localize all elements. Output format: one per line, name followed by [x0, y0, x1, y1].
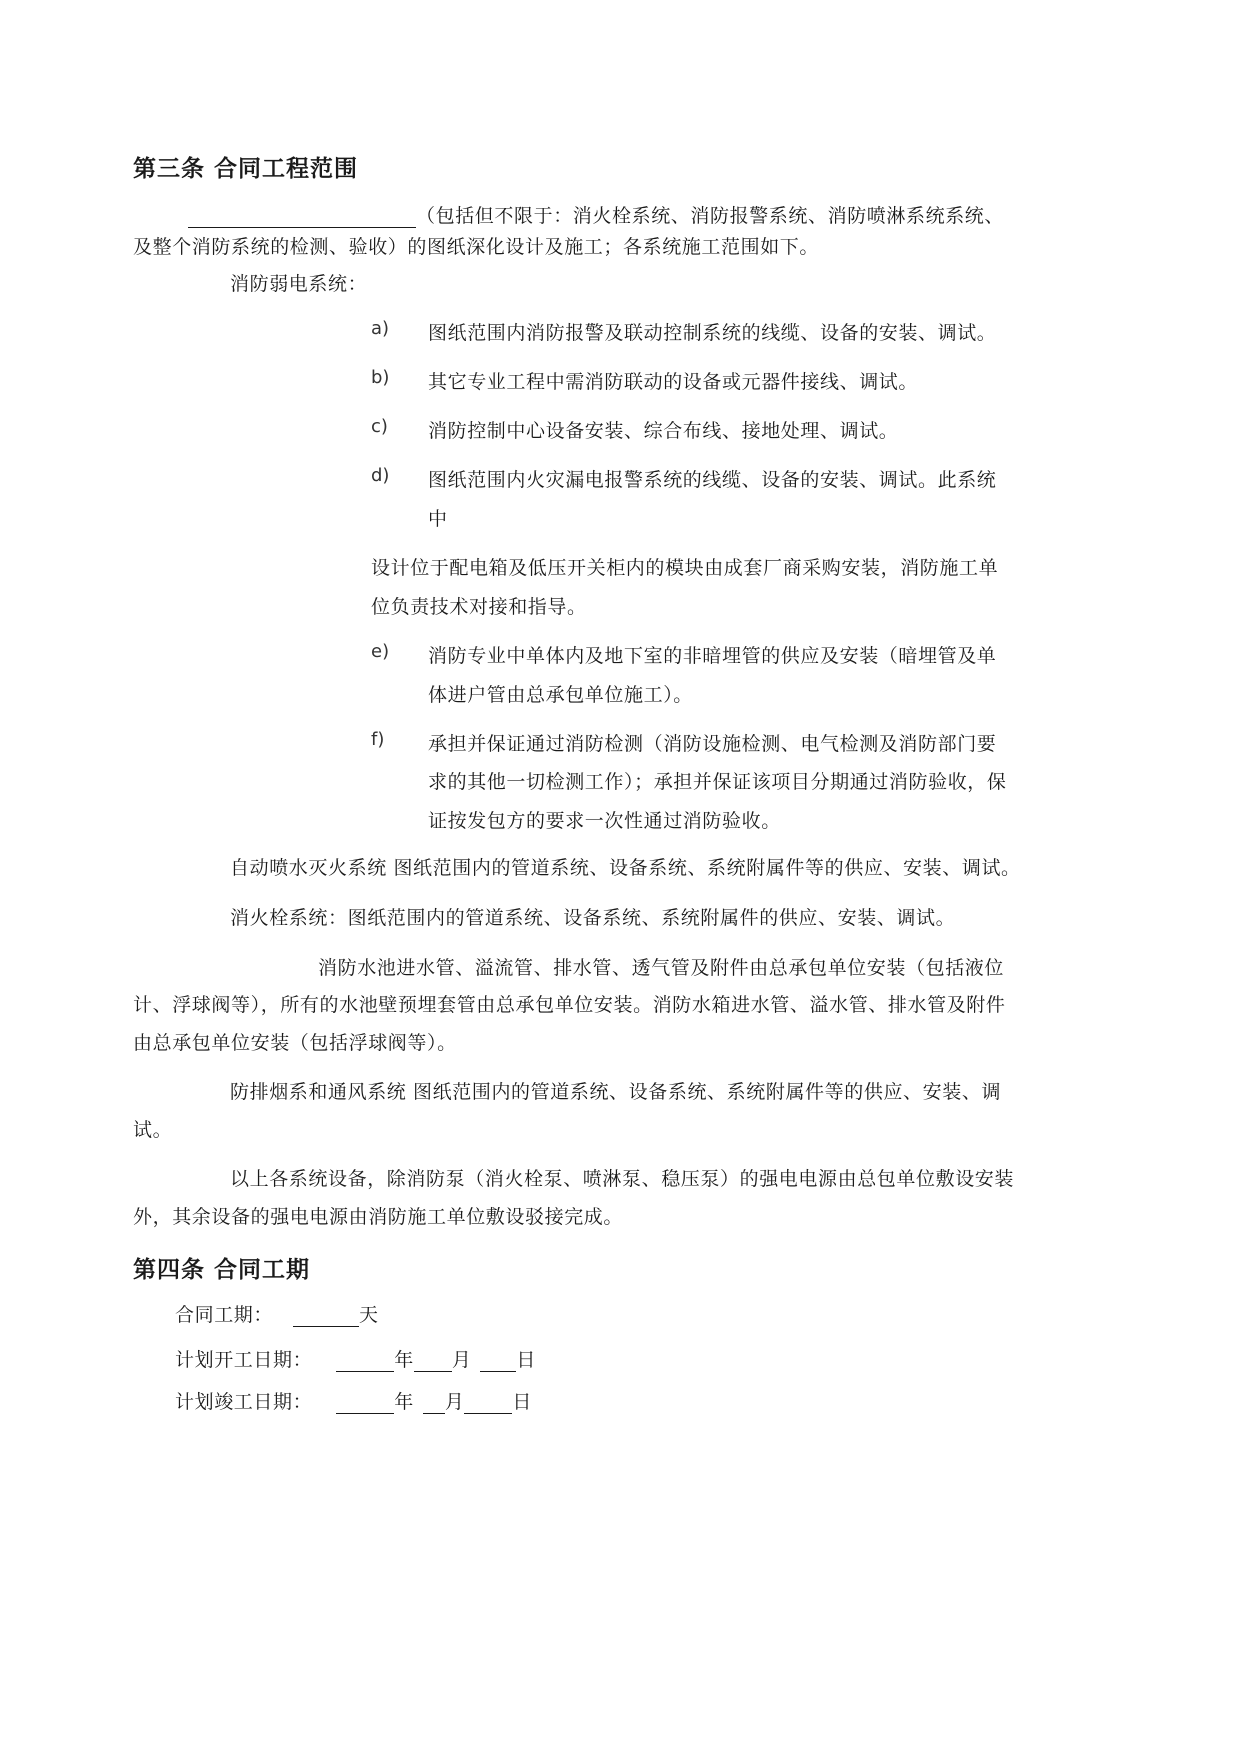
start-date-row — [175, 1345, 536, 1372]
duration-unit: 天 — [359, 1304, 379, 1326]
smoke-line-2: 试。 — [133, 1119, 173, 1141]
end-month-unit: 月 — [444, 1391, 465, 1413]
item-e-label: e) — [371, 641, 390, 662]
item-a-text: 图纸范围内消防报警及联动控制系统的线缆、设备的安装、调试。 — [428, 322, 997, 344]
duration-blank[interactable] — [293, 1304, 359, 1327]
weak-system-label: 消防弱电系统： — [230, 273, 368, 295]
start-month-blank[interactable] — [414, 1349, 452, 1372]
start-year-blank[interactable] — [336, 1349, 394, 1372]
section-4-title: 第四条 合同工期 — [133, 1257, 311, 1283]
end-day-blank[interactable] — [464, 1391, 512, 1414]
end-day-unit: 日 — [512, 1391, 533, 1413]
item-f-text-3: 证按发包方的要求一次性通过消防验收。 — [428, 810, 781, 832]
section-3-title: 第三条 合同工程范围 — [133, 156, 359, 182]
pool-line-2: 计、浮球阀等），所有的水池壁预埋套管由总承包单位安装。消防水箱进水管、溢水管、排水管及附件 — [133, 994, 1006, 1016]
duration-row — [175, 1300, 379, 1327]
item-f-text-1: 承担并保证通过消防检测（消防设施检测、电气检测及消防部门要 — [428, 733, 997, 755]
item-d-continuation-1: 设计位于配电箱及低压开关柜内的模块由成套厂商采购安装，消防施工单 — [371, 557, 999, 579]
intro-line-1-text: （包括但不限于：消火栓系统、消防报警系统、消防喷淋系统系统、 — [416, 205, 1005, 227]
pool-line-3: 由总承包单位安装（包括浮球阀等）。 — [133, 1032, 457, 1054]
item-a-label: a) — [371, 318, 390, 339]
start-year-unit: 年 — [394, 1349, 414, 1371]
intro-line-1 — [188, 201, 1006, 228]
item-c-text: 消防控制中心设备安装、综合布线、接地处理、调试。 — [428, 420, 899, 442]
power-line-1: 以上各系统设备，除消防泵（消火栓泵、喷淋泵、稳压泵）的强电电源由总包单位敷设安装 — [230, 1168, 1015, 1190]
item-d-continuation-2: 位负责技术对接和指导。 — [371, 596, 587, 618]
hydrant-paragraph: 消火栓系统：图纸范围内的管道系统、设备系统、系统附属件的供应、安装、调试。 — [230, 907, 956, 929]
intro-line-2: 及整个消防系统的检测、验收）的图纸深化设计及施工；各系统施工范围如下。 — [133, 236, 820, 258]
start-date-label: 计划开工日期： — [175, 1349, 313, 1371]
item-f-text-2: 求的其他一切检测工作）；承担并保证该项目分期通过消防验收，保 — [428, 771, 1007, 793]
item-b-text: 其它专业工程中需消防联动的设备或元器件接线、调试。 — [428, 371, 919, 393]
item-d-text-2: 中 — [428, 508, 448, 530]
item-f-label: f) — [371, 729, 385, 750]
start-day-unit: 日 — [516, 1349, 537, 1371]
end-month-blank[interactable] — [423, 1391, 445, 1414]
end-year-unit: 年 — [394, 1391, 414, 1413]
project-name-blank — [188, 205, 416, 228]
end-year-blank[interactable] — [336, 1391, 394, 1414]
smoke-line-1: 防排烟系和通风系统 图纸范围内的管道系统、设备系统、系统附属件等的供应、安装、调 — [230, 1081, 1002, 1103]
item-d-label: d) — [371, 465, 390, 486]
pool-line-1: 消防水池进水管、溢流管、排水管、透气管及附件由总承包单位安装（包括液位 — [318, 957, 1005, 979]
item-e-text-1: 消防专业中单体内及地下室的非暗埋管的供应及安装（暗埋管及单 — [428, 645, 997, 667]
item-e-text-2: 体进户管由总承包单位施工）。 — [428, 684, 693, 706]
duration-label: 合同工期： — [175, 1304, 274, 1326]
end-date-row — [175, 1387, 532, 1414]
power-line-2: 外，其余设备的强电电源由消防施工单位敷设驳接完成。 — [133, 1206, 624, 1228]
start-month-unit: 月 — [451, 1349, 472, 1371]
item-b-label: b) — [371, 367, 390, 388]
sprinkler-paragraph: 自动喷水灭火系统 图纸范围内的管道系统、设备系统、系统附属件等的供应、安装、调试。 — [230, 857, 1021, 879]
item-c-label: c) — [371, 416, 388, 437]
end-date-label: 计划竣工日期： — [175, 1391, 313, 1413]
start-day-blank[interactable] — [480, 1349, 516, 1372]
item-d-text-1: 图纸范围内火灾漏电报警系统的线缆、设备的安装、调试。此系统 — [428, 469, 997, 491]
